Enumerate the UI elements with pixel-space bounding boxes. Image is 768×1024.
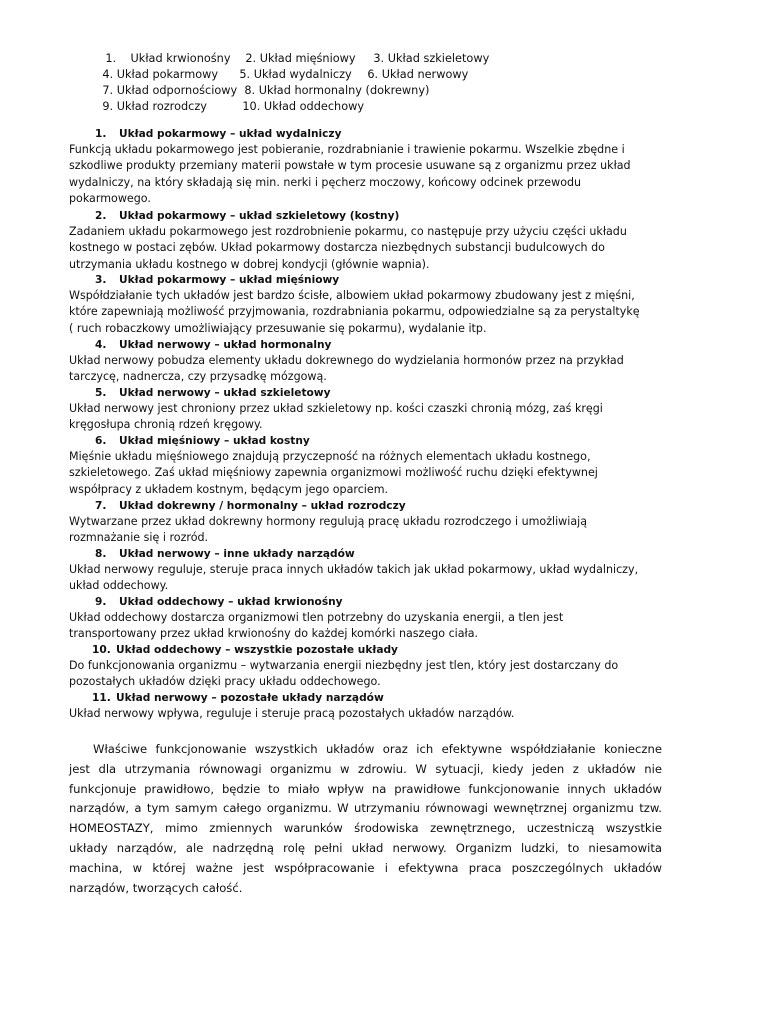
paragraph-line: Układ nerwowy reguluje, steruje praca innych układów takich jak układ pokarmowy, układ wydalniczy, — [69, 563, 639, 576]
section-paragraph — [69, 610, 649, 643]
section-paragraph — [69, 658, 649, 691]
section-title: Układ oddechowy – wszystkie pozostałe układy — [116, 644, 398, 656]
paragraph-line: kostnego w postaci zębów. Układ pokarmowy dostarcza niezbędnych substancji budulcowych do — [69, 241, 605, 255]
paragraph-line: pokarmowego. — [69, 192, 151, 206]
paragraph-line: Układ nerwowy pobudza elementy układu dokrewnego do wydzielania hormonów przez na przykład — [69, 354, 624, 367]
section-number: 2. — [95, 210, 107, 222]
section-heading — [95, 126, 341, 142]
paragraph-line: tarczycę, nadnercza, czy przysadkę mózgową. — [69, 370, 327, 384]
section-number: 3. — [95, 274, 107, 286]
section-number: 7. — [95, 500, 107, 512]
toc-item: 2. Układ mięśniowy — [245, 52, 356, 65]
toc-item: 4. Układ pokarmowy — [102, 68, 219, 81]
section-paragraph — [69, 562, 649, 595]
paragraph-line: kręgosłupa chronią rdzeń kręgowy. — [69, 418, 263, 432]
summary-line: machina, w której ważne jest współpracowanie i efektywna praca poszczególnych układów — [69, 860, 662, 875]
section-title: Układ nerwowy – układ hormonalny — [119, 339, 332, 351]
section-title: Układ dokrewny / hormonalny – układ rozrodczy — [119, 500, 406, 512]
section-number: 11. — [92, 692, 111, 704]
section-paragraph — [69, 288, 649, 337]
section-number: 9. — [95, 596, 107, 608]
section-paragraph — [69, 224, 649, 273]
paragraph-line: Mięśnie układu mięśniowego znajdują przyczepność na różnych elementach układu kostnego, — [69, 450, 591, 463]
section-paragraph — [69, 142, 649, 208]
paragraph-line: wydalniczy, na który składają się min. nerki i pęcherz moczowy, końcowy odcinek przewodu — [69, 175, 582, 189]
paragraph-line: szkodliwe produkty przemiany materii powstałe w tym procesie usuwane są z organizmu przez układ — [69, 159, 631, 173]
paragraph-line: rozmnażanie się i rozród. — [69, 531, 209, 545]
paragraph-line: Zadaniem układu pokarmowego jest rozdrobnienie pokarmu, co następuje przy użyciu części układu — [69, 225, 627, 238]
toc-item: 6. Układ nerwowy — [367, 68, 469, 81]
section-title: Układ nerwowy – inne układy narządów — [119, 548, 355, 560]
paragraph-line: utrzymania układu kostnego w dobrej kondycji (głównie wapnia). — [69, 257, 430, 271]
section-heading — [95, 498, 406, 514]
section-number: 10. — [92, 644, 111, 656]
section-number: 1. — [95, 128, 107, 140]
section-paragraph — [69, 514, 649, 547]
toc-item: 10. Układ oddechowy — [242, 100, 365, 113]
summary-line: narządów, tworzących całość. — [69, 880, 243, 895]
paragraph-line: Do funkcjonowania organizmu – wytwarzania energii niezbędny jest tlen, który jest dostarczany do — [69, 659, 619, 672]
section-title: Układ nerwowy – pozostałe układy narządów — [116, 692, 384, 704]
paragraph-line: pozostałych układów dzięki pracy układu oddechowego. — [69, 675, 381, 689]
toc-item: 5. Układ wydalniczy — [239, 68, 352, 81]
paragraph-line: Współdziałanie tych układów jest bardzo ścisłe, albowiem układ pokarmowy zbudowany jest z mięśni, — [69, 289, 635, 302]
paragraph-line: transportowany przez układ krwionośny do każdej komórki naszego ciała. — [69, 627, 479, 641]
section-title: Układ pokarmowy – układ mięśniowy — [119, 274, 340, 286]
section-heading — [95, 433, 310, 449]
paragraph-line: ( ruch robaczkowy umożliwiający przesuwanie się pokarmu), wydalanie itp. — [69, 321, 487, 335]
toc-line-4 — [88, 83, 364, 131]
paragraph-line: Funkcją układu pokarmowego jest pobieranie, rozdrabnianie i trawienie pokarmu. Wszelkie zbędne i — [69, 143, 625, 156]
section-heading — [95, 546, 355, 562]
section-title: Układ nerwowy – układ szkieletowy — [119, 387, 331, 399]
paragraph-line: szkieletowego. Zaś układ mięśniowy zapewnia organizmowi możliwość ruchu dzięki efektywnej — [69, 466, 598, 480]
toc-item: 8. Układ hormonalny (dokrewny) — [244, 84, 430, 97]
section-paragraph — [69, 706, 649, 722]
section-title: Układ pokarmowy – układ wydalniczy — [119, 128, 342, 140]
section-title: Układ pokarmowy – układ szkieletowy (kostny) — [119, 210, 400, 222]
paragraph-line: Układ nerwowy wpływa, reguluje i steruje pracą pozostałych układów narządów. — [69, 707, 515, 720]
summary-line: Właściwe funkcjonowanie wszystkich układów oraz ich efektywne współdziałanie konieczne — [93, 742, 662, 756]
section-heading — [95, 272, 339, 288]
paragraph-line: Wytwarzane przez układ dokrewny hormony regulują pracę układu rozrodczego i umożliwiają — [69, 515, 588, 528]
summary-line: funkcjonuje prawidłowo, będzie to miało wpływ na prawidłowe funkcjonowanie innych układów — [69, 781, 662, 796]
section-paragraph — [69, 449, 649, 498]
section-heading — [95, 594, 343, 610]
paragraph-line: układ oddechowy. — [69, 579, 169, 593]
section-heading — [95, 337, 331, 353]
section-number: 6. — [95, 435, 107, 447]
section-title: Układ oddechowy – układ krwionośny — [119, 596, 343, 608]
section-number: 4. — [95, 339, 107, 351]
section-heading — [95, 208, 399, 224]
section-title: Układ mięśniowy – układ kostny — [119, 435, 310, 447]
paragraph-line: Układ oddechowy dostarcza organizmowi tlen potrzebny do uzyskania energii, a tlen jest — [69, 611, 564, 624]
section-paragraph — [69, 353, 649, 386]
section-number: 8. — [95, 548, 107, 560]
section-paragraph — [69, 401, 649, 434]
summary-line: HOMEOSTAZY, mimo zmiennych warunków środowiska zewnętrznego, uczestniczą wszystkie — [69, 821, 662, 836]
section-heading — [92, 690, 384, 706]
section-heading — [95, 385, 331, 401]
toc-item: 7. Układ odpornościowy — [102, 84, 238, 97]
paragraph-line: współpracy z układem kostnym, będącym jego oparciem. — [69, 482, 389, 496]
toc-item: 9. Układ rozrodczy — [102, 100, 207, 113]
summary-line: układy narządów, ale nadrzędną rolę pełni układ nerwowy. Organizm ludzki, to niesamowita — [69, 840, 662, 855]
section-heading — [92, 642, 398, 658]
summary-line: jest dla utrzymania równowagi organizmu w zdrowiu. W sytuacji, kiedy jeden z układów nie — [69, 761, 662, 776]
summary-paragraph — [69, 740, 662, 898]
toc-item: 1. Układ krwionośny — [105, 52, 231, 65]
summary-line: narządów, a tym samym całego organizmu. W utrzymaniu równowagi wewnętrznej organizmu tzw. — [69, 801, 662, 816]
toc-item: 3. Układ szkieletowy — [373, 52, 490, 65]
section-number: 5. — [95, 387, 107, 399]
paragraph-line: które zapewniają możliwość przyjmowania, rozdrabniania pokarmu, odpowiedzialne są za perystaltykę — [69, 305, 640, 319]
paragraph-line: Układ nerwowy jest chroniony przez układ szkieletowy np. kości czaszki chronią mózg, zaś kręgi — [69, 402, 603, 415]
